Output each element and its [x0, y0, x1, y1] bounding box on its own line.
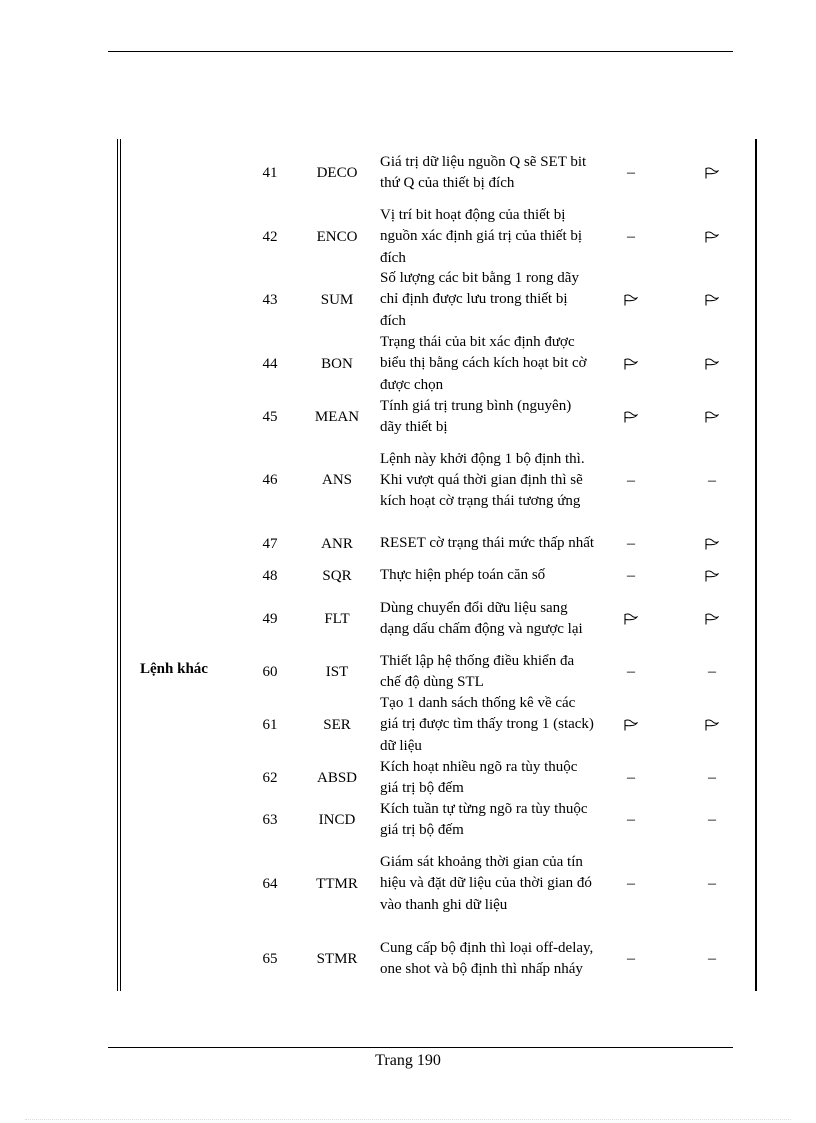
support-cell-1 — [611, 587, 651, 651]
instruction-code: BON — [321, 355, 353, 372]
support-cell-2: – — [708, 769, 716, 786]
flag-icon — [705, 719, 719, 731]
support-cell-2 — [692, 332, 732, 396]
table-row — [0, 693, 816, 757]
support-cell-2 — [692, 141, 732, 205]
instruction-description: Lệnh này khởi động 1 bộ định thì. Khi vượt quá thời gian định thì sẽ kích hoạt cờ trạng thái tương ứng — [380, 450, 585, 510]
page-number: Trang 190 — [375, 1052, 441, 1069]
flag-icon — [705, 294, 719, 306]
flag-icon — [624, 411, 638, 423]
support-cell-2: – — [708, 875, 716, 892]
support-cell-2: – — [708, 950, 716, 967]
flag-icon — [624, 294, 638, 306]
instruction-description: Số lượng các bit bằng 1 rong dãy chỉ định được lưu trong thiết bị đích — [380, 270, 579, 329]
support-cell-1: – — [627, 535, 635, 552]
support-cell-1 — [611, 396, 651, 438]
instruction-description: Giá trị dữ liệu nguồn Q sẽ SET bit thứ Q của thiết bị đích — [380, 153, 587, 191]
instruction-code: STMR — [316, 950, 358, 967]
table-row — [0, 396, 816, 438]
instruction-code: FLT — [324, 610, 350, 627]
instruction-code: ABSD — [316, 769, 357, 786]
support-cell-2 — [692, 587, 732, 651]
flag-icon — [624, 613, 638, 625]
support-cell-1: – — [627, 769, 635, 786]
support-cell-1: – — [627, 164, 635, 181]
instruction-description: Dùng chuyển đổi dữu liệu sang dạng dấu chấm động và ngược lại — [380, 599, 583, 637]
table-row — [0, 438, 816, 523]
instruction-description: Tính giá trị trung bình (nguyên) dãy thiết bị — [380, 397, 572, 435]
support-cell-1: – — [627, 471, 635, 489]
table-row — [0, 799, 816, 841]
instruction-number: 49 — [262, 610, 278, 627]
support-cell-1: – — [627, 950, 635, 967]
instruction-code: ANR — [321, 535, 353, 552]
flag-icon — [705, 231, 719, 243]
instruction-number: 41 — [262, 164, 278, 181]
category-label: Lệnh khác — [140, 661, 208, 677]
flag-icon — [705, 538, 719, 550]
support-cell-1: – — [627, 875, 635, 892]
table-row — [0, 841, 816, 927]
support-cell-1 — [611, 693, 651, 757]
instruction-code: MEAN — [314, 408, 360, 425]
support-cell-1: – — [627, 811, 635, 828]
flag-icon — [705, 358, 719, 370]
support-cell-2: – — [708, 471, 716, 489]
instruction-description: RESET cờ trạng thái mức thấp nhất — [380, 535, 595, 552]
instruction-number: 48 — [262, 567, 278, 584]
instruction-code: INCD — [318, 811, 356, 828]
instruction-description: Kích hoạt nhiều ngõ ra tùy thuộc giá trị bộ đếm — [380, 758, 578, 796]
support-cell-1: – — [627, 567, 635, 584]
instruction-description: Kích tuần tự từng ngõ ra tùy thuộc giá trị bộ đếm — [380, 800, 588, 838]
instruction-code: ANS — [321, 472, 352, 488]
table-row — [0, 757, 816, 799]
support-cell-1 — [611, 268, 651, 332]
instruction-code: ENCO — [316, 228, 358, 245]
support-cell-2 — [692, 268, 732, 332]
table-row — [0, 587, 816, 651]
instruction-number: 65 — [262, 950, 278, 967]
header-rule — [108, 51, 733, 52]
table-row — [0, 523, 816, 565]
instruction-code: SUM — [320, 291, 354, 308]
page-edge — [25, 1119, 791, 1120]
instruction-number: 43 — [262, 291, 278, 308]
instruction-number: 44 — [262, 355, 278, 372]
support-cell-1: – — [627, 663, 635, 680]
support-cell-2 — [692, 205, 732, 269]
flag-icon — [624, 358, 638, 370]
table-row — [0, 651, 816, 693]
instruction-description: Trạng thái của bit xác định được biểu thị bằng cách kích hoạt bit cờ được chọn — [380, 334, 587, 393]
table-row — [0, 141, 816, 205]
support-cell-2 — [692, 693, 732, 757]
instruction-code: IST — [325, 663, 349, 680]
instruction-description: Tạo 1 danh sách thống kê về các giá trị được tìm thấy trong 1 (stack) dữ liệu — [380, 695, 594, 754]
instruction-number: 47 — [262, 535, 278, 552]
instruction-number: 60 — [262, 663, 278, 680]
support-cell-2: – — [708, 811, 716, 828]
support-cell-2 — [692, 396, 732, 438]
instruction-description: Thực hiện phép toán căn số — [380, 567, 546, 584]
support-cell-2 — [692, 565, 732, 587]
table-row — [0, 927, 816, 991]
instruction-code: SQR — [322, 567, 352, 584]
instruction-number: 45 — [262, 408, 278, 425]
support-cell-2: – — [708, 663, 716, 680]
instruction-number: 62 — [262, 769, 278, 786]
support-cell-1: – — [627, 228, 635, 245]
flag-icon — [624, 719, 638, 731]
flag-icon — [705, 613, 719, 625]
support-cell-1 — [611, 332, 651, 396]
flag-icon — [705, 570, 719, 582]
instruction-code: SER — [323, 716, 351, 733]
instruction-code: TTMR — [316, 875, 358, 892]
footer-rule — [108, 1047, 733, 1048]
instruction-description: Cung cấp bộ định thì loại off-delay, one shot và bộ định thì nhấp nháy — [380, 939, 594, 977]
support-cell-2 — [692, 523, 732, 565]
table-row — [0, 565, 816, 587]
table-row — [0, 205, 816, 269]
instruction-number: 64 — [262, 875, 278, 892]
table-row — [0, 332, 816, 396]
instruction-code: DECO — [316, 164, 358, 181]
instruction-description: Thiết lập hệ thống điều khiển đa chế độ dùng STL — [380, 652, 575, 690]
instruction-number: 61 — [262, 716, 278, 733]
instruction-number: 63 — [262, 811, 278, 828]
instruction-description: Giám sát khoảng thời gian của tín hiệu và đặt dữ liệu của thời gian đó vào thanh ghi dữ liệu — [380, 854, 592, 913]
flag-icon — [705, 411, 719, 423]
instruction-number: 46 — [262, 472, 278, 488]
table-row — [0, 268, 816, 332]
instruction-description: Vị trí bit hoạt động của thiết bị nguồn xác định giá trị của thiết bị đích — [380, 207, 583, 266]
instruction-number: 42 — [262, 228, 278, 245]
flag-icon — [705, 167, 719, 179]
